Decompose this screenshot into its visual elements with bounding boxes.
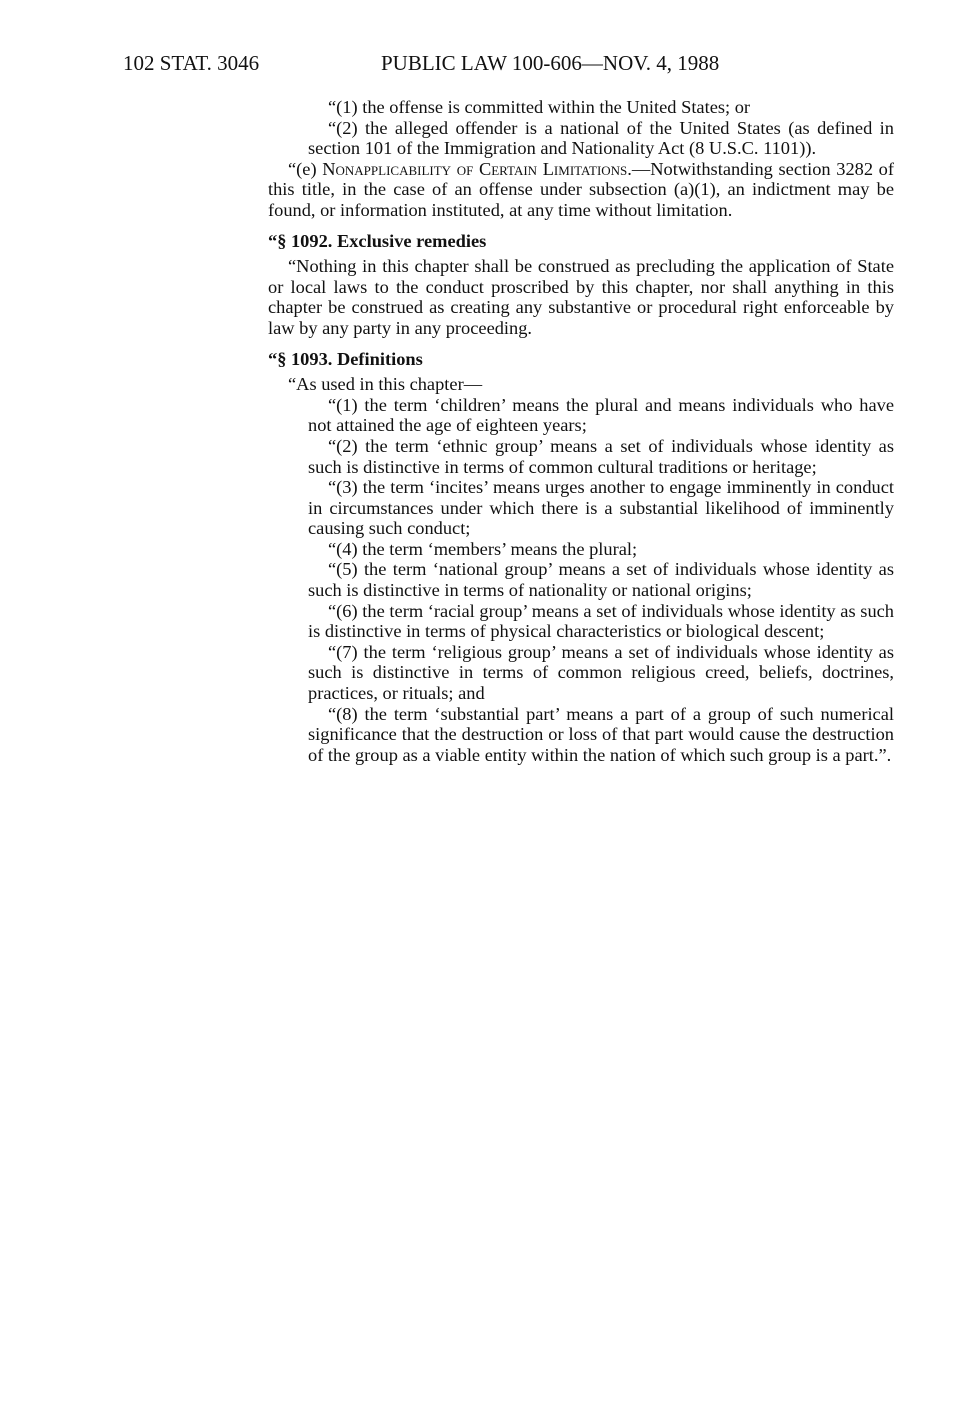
definition-1: “(1) the term ‘children’ means the plural and means individuals who have not attained the age of eighteen years; [308,394,894,436]
subsection-e-heading: Nonapplicability of Certain Limitations. [322,158,632,179]
definition-7: “(7) the term ‘religious group’ means a set of individuals whose identity as such is distinctive in terms of common religious creed, beliefs, doctrines, practices, or rituals; and [308,641,894,704]
subsection-d-item-1: “(1) the offense is committed within the United States; or [328,97,751,117]
definition-2: “(2) the term ‘ethnic group’ means a set of individuals whose identity as such is distinctive in terms of common cultural traditions or heritage; [308,435,894,477]
subsection-e-text: —Notwithstanding section 3282 of this title, in the case of an offense under subsection (a)(1), an indictment may be found, or information instituted, at any time without limitation. [268,158,894,220]
body-text [268,97,894,765]
subsection-d-item-2: “(2) the alleged offender is a national of the United States (as defined in section 101 of the Immigration and Nationality Act (8 U.S.C. 1101)). [308,117,894,159]
section-1092-text: “Nothing in this chapter shall be construed as precluding the application of State or local laws to the conduct proscribed by this chapter, nor shall anything in this chapter be construed as creating any substantive or procedural right enforceable by law by any party in any proceeding. [268,256,894,338]
section-1093-heading: “§ 1093. Definitions [268,348,423,369]
section-1093-intro: “As used in this chapter— [288,374,483,395]
subsection-e [268,159,894,221]
section-1092-heading: “§ 1092. Exclusive remedies [268,230,487,251]
definition-3: “(3) the term ‘incites’ means urges another to engage imminently in conduct in circumstances under which there is a substantial likelihood of imminently causing such conduct; [308,477,894,539]
definition-8: “(8) the term ‘substantial part’ means a part of a group of such numerical significance that the destruction or loss of that part would cause the destruction of the group as a viable entity within the nation of which such group is a part.”. [308,703,894,765]
definition-4: “(4) the term ‘members’ means the plural; [328,538,638,559]
definition-6: “(6) the term ‘racial group’ means a set of individuals whose identity as such is distinctive in terms of physical characteristics or biological descent; [308,600,894,642]
definition-5: “(5) the term ‘national group’ means a set of individuals whose identity as such is distinctive in terms of nationality or national origins; [308,559,894,601]
stat-page-reference: 102 STAT. 3046 [123,51,260,75]
public-law-reference: PUBLIC LAW 100-606—NOV. 4, 1988 [381,51,720,75]
subsection-e-prefix: “(e) [288,158,323,179]
